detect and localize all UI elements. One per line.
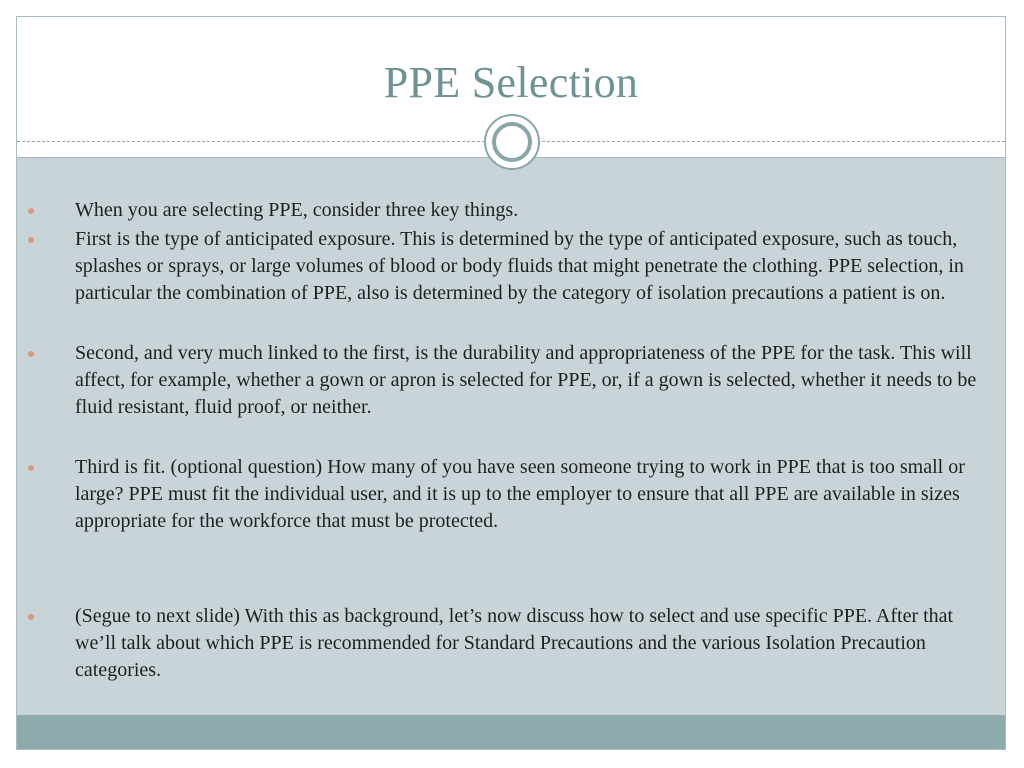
bullet-dot-icon [28, 351, 34, 357]
bullet-dot-icon [28, 237, 34, 243]
bullet-text: Third is fit. (optional question) How many of you have seen someone trying to work in PPE that is too small or large? PPE must fit the individual user, and it is up to the employer to ensure that all PPE are available in sizes appropriate for the workforce that must be protected. [75, 456, 965, 532]
bullet-text: (Segue to next slide) With this as background, let’s now discuss how to select and use specific PPE. After that we’ll talk about which PPE is recommended for Standard Precautions and the various Isolation Precaution categories. [75, 605, 954, 681]
footer-band [17, 715, 1005, 749]
slide [16, 16, 1006, 750]
bullet-text: When you are selecting PPE, consider three key things. [75, 199, 519, 221]
bullet-dot-icon [28, 208, 34, 214]
bullet-text: Second, and very much linked to the first, is the durability and appropriateness of the PPE for the task. This will affect, for example, whether a gown or apron is selected for PPE, or, if a gown is selected, whether it needs to be fluid resistant, fluid proof, or neither. [75, 342, 977, 418]
bullet-dot-icon [28, 465, 34, 471]
bullet-dot-icon [28, 614, 34, 620]
slide-title: PPE Selection [383, 58, 639, 107]
double-ring-icon [484, 114, 540, 170]
inner-ring [492, 122, 532, 162]
bullet-text: First is the type of anticipated exposure. This is determined by the type of anticipated exposure, such as touch, splashes or sprays, or large volumes of blood or body fluids that might penetrate the clothing. PPE selection, in particular the combination of PPE, also is determined by the category of isolation precautions a patient is on. [75, 228, 964, 304]
